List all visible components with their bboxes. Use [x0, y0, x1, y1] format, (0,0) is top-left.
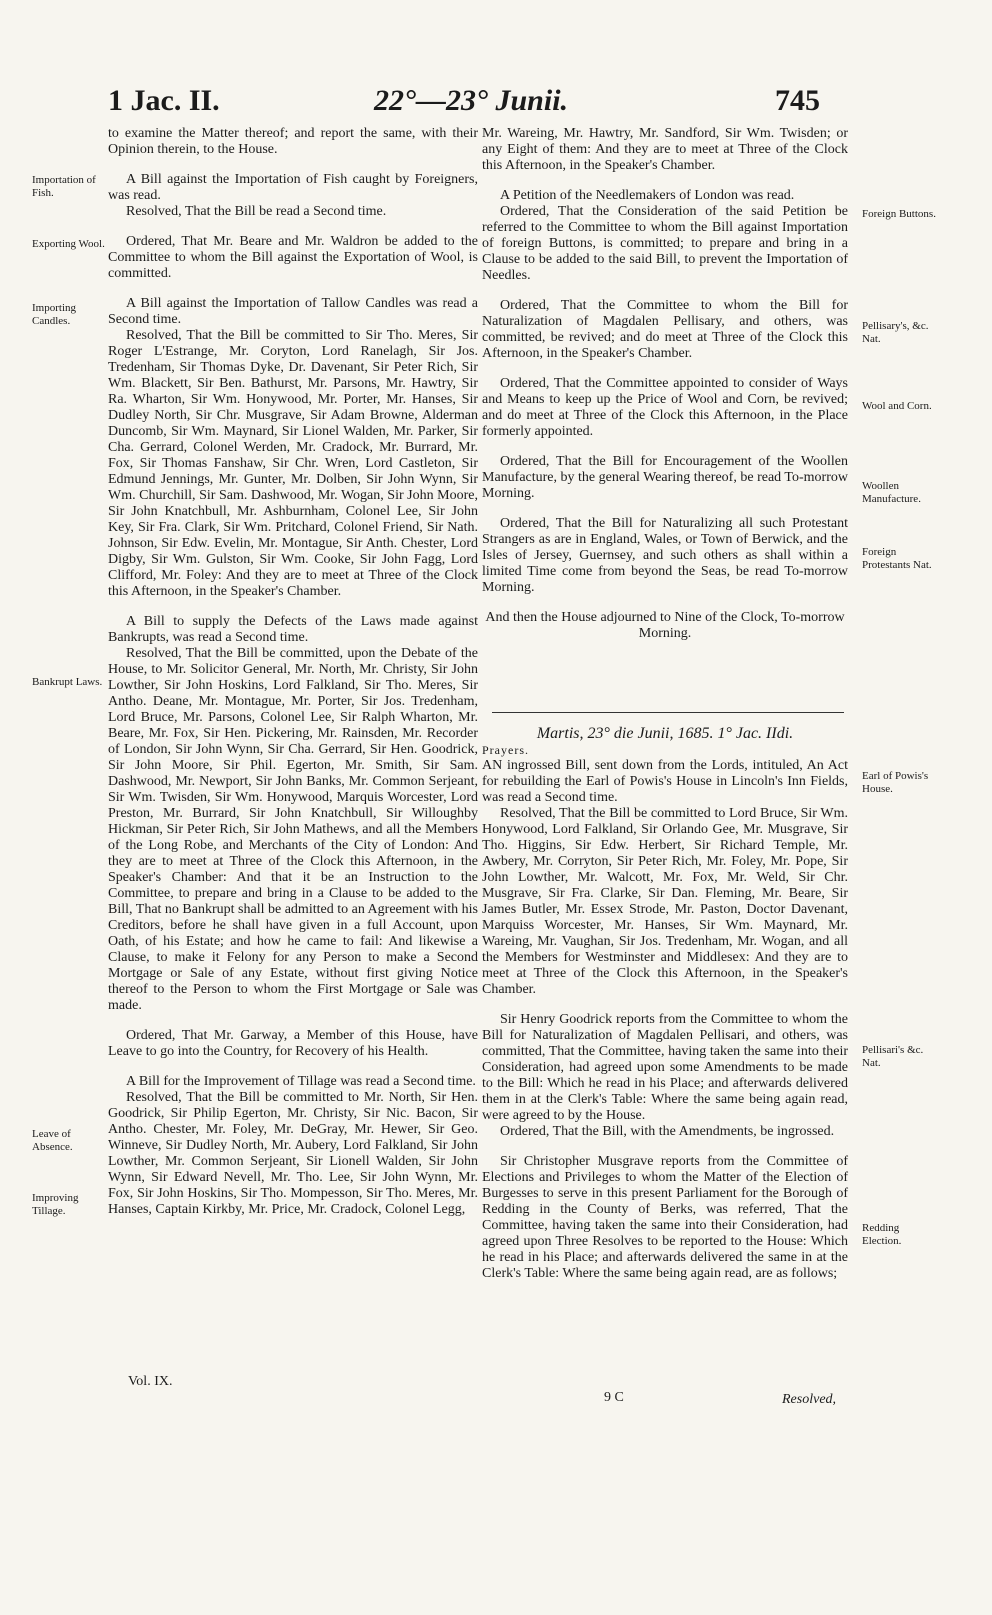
margin-note: Importing Candles.: [32, 302, 76, 327]
signature-mark: 9 C: [604, 1390, 624, 1405]
margin-note: Pellisary's, &c. Nat.: [862, 320, 929, 345]
margin-note: Bankrupt Laws.: [32, 676, 103, 688]
entry: [482, 298, 848, 362]
entry: [482, 758, 848, 998]
left-column: [108, 126, 478, 1232]
entry: [108, 1074, 478, 1218]
running-head-date: 22°—23° Junii.: [374, 84, 569, 117]
margin-note: Pellisari's &c. Nat.: [862, 1044, 924, 1069]
entry: [482, 1154, 848, 1282]
entry: [482, 1012, 848, 1140]
entry-text: Mr. Wareing, Mr. Hawtry, Mr. Sandford, Sir Wm. Twisden; or any Eight of them: And they are to meet at Three of the Clock this Afternoon, in the Speaker's Chamber.: [482, 126, 848, 173]
entry: [108, 234, 478, 282]
entry-resolution: Resolved, That the Bill be committed to Sir Tho. Meres, Sir Roger L'Estrange, Mr. Coryton, Lord Ranelagh, Sir Jos. Tredenham, Sir Thomas Dyke, Dr. Davenant, Sir Peter Rich, Sir Wm. Blackett, Sir Ben. Bathurst, Mr. Parsons, Mr. Hawtry, Sir Ra. Wharton, Sir Wm. Honywood, Mr. Porter, Mr. Hanses, Sir Dudley North, Sir Chr. Musgrave, Sir Adam Browne, Alderman Duncomb, Sir Wm. Maynard, Sir Lionel Walden, Mr. Parker, Sir Cha. Gerrard, Colonel Werden, Mr. Cradock, Mr. Burrard, Mr. Fox, Sir Thomas Fanshaw, Sir Chr. Wren, Lord Castleton, Sir Edmund Jennings, Mr. Gunter, Mr. Dolben, Sir John Wynn, Sir Wm. Churchill, Sir Sam. Dashwood, Mr. Wogan, Sir John Moore, Sir John Knatchbull, Mr. Ashburnham, Colonel Lee, Sir John Key, Sir Fra. Clark, Sir Wm. Pritchard, Colonel Friend, Sir Nath. Johnson, Sir Edw. Evelin, Mr. Montague, Sir Anth. Chester, Lord Digby, Sir Wm. Gulston, Sir Wm. Cooke, Sir John Fagg, Lord Clifford, Mr. Foley: And they are to meet at Three of the Clock this Afternoon, in the Speaker's Chamber.: [108, 328, 478, 599]
entry: [108, 614, 478, 1014]
margin-note: Woollen Manufacture.: [862, 480, 921, 505]
entry-text: Ordered, That the Committee appointed to consider of Ways and Means to keep up the Price of Wool and Corn, be revived; and do meet at Three of the Clock this Afternoon, in the Place formerly appointed.: [482, 376, 848, 439]
margin-note: Wool and Corn.: [862, 400, 932, 412]
entry-text: A Petition of the Needlemakers of London was read.: [500, 188, 795, 203]
entry-text: A Bill for the Improvement of Tillage was read a Second time.: [126, 1074, 476, 1089]
entry: [108, 296, 478, 600]
entry-text: Ordered, That the Bill for Encouragement of the Woollen Manufacture, by the general Wearing thereof, be read To-morrow Morning.: [482, 454, 848, 501]
entry-text: AN ingrossed Bill, sent down from the Lords, intituled, An Act for rebuilding the Earl of Powis's House in Lincoln's Inn Fields, was read a Second time.: [482, 758, 848, 805]
entry-text: to examine the Matter thereof; and report the same, with their Opinion therein, to the House.: [108, 126, 478, 157]
entry-text: Ordered, That Mr. Beare and Mr. Waldron be added to the Committee to whom the Bill against the Exportation of Wool, is committed.: [108, 234, 478, 281]
entry-text: Sir Christopher Musgrave reports from the Committee of Elections and Privileges to whom the Matter of the Election of Burgesses to serve in this present Parliament for the Borough of Redding in the County of Berks, was referred, That the Committee, having taken the same into their Consideration, had agreed upon Three Resolves to be reported to the House: Which he read in his Place; and afterwards delivered the same in at the Clerk's Table: Where the same being again read, are as follows;: [482, 1154, 848, 1281]
entry: [482, 454, 848, 502]
margin-note: Earl of Powis's House.: [862, 770, 929, 795]
entry-text: Ordered, That the Bill for Naturalizing all such Protestant Strangers as are in England, Wales, or Town of Berwick, and the Isles of Jersey, Guernsey, and such others as shall within a limited Time come from beyond the Seas, be read To-morrow Morning.: [482, 516, 848, 595]
right-column: [482, 126, 848, 656]
entry-text: A Bill against the Importation of Fish caught by Foreigners, was read.: [108, 172, 478, 203]
entry-resolution: Resolved, That the Bill be read a Second time.: [126, 204, 387, 219]
volume-label: Vol. IX.: [128, 1374, 173, 1389]
section-divider: [492, 712, 844, 713]
entry: [482, 376, 848, 440]
entry: [482, 126, 848, 174]
entry: [108, 1028, 478, 1060]
entry-text: And then the House adjourned to Nine of the Clock, To-morrow Morning.: [485, 610, 845, 641]
entry-text: A Bill to supply the Defects of the Laws made against Bankrupts, was read a Second time.: [108, 614, 478, 645]
margin-note: Leave of Absence.: [32, 1128, 73, 1153]
entry-resolution: Resolved, That the Bill be committed to Mr. North, Sir Hen. Goodrick, Sir Philip Egerton, Mr. Christy, Sir Nic. Bacon, Sir Antho. Chester, Mr. Foley, Mr. DeGray, Mr. Hewer, Sir Geo. Winneve, Sir Dudley North, Mr. Aubery, Lord Falkland, Sir John Lowther, Mr. Common Serjeant, Sir Lionell Walden, Sir John Wynn, Sir Edward Nevell, Mr. Tho. Lee, Sir John Wynn, Mr. Fox, Sir John Hoskins, Sir Tho. Mompesson, Sir Tho. Meres, Mr. Hanses, Captain Kirkby, Mr. Price, Mr. Cradock, Colonel Legg,: [108, 1090, 478, 1217]
margin-note: Foreign Buttons.: [862, 208, 936, 220]
margin-note: Importation of Fish.: [32, 174, 96, 199]
entry: [108, 172, 478, 220]
adjournment: [482, 610, 848, 642]
page-number: 745: [775, 84, 820, 117]
margin-note: Redding Election.: [862, 1222, 902, 1247]
entry-resolution: Resolved, That the Bill be committed, upon the Debate of the House, to Mr. Solicitor General, Mr. North, Mr. Christy, Sir John Lowther, Sir John Hoskins, Lord Falkland, Sir Tho. Meres, Sir Antho. Deane, Mr. Montague, Mr. Porter, Sir Jos. Tredenham, Lord Bruce, Mr. Parsons, Colonel Lee, Sir Ralph Wharton, Mr. Beare, Mr. Fox, Sir Hen. Pickering, Mr. Rainsden, Mr. Recorder of London, Sir John Wynn, Sir Cha. Gerrard, Sir Hen. Goodrick, Sir John Moore, Sir Phil. Egerton, Mr. Smith, Sir Sam. Dashwood, Mr. Newport, Sir John Banks, Mr. Common Serjeant, Sir Wm. Twisden, Sir Wm. Honywood, Marquis Worcester, Lord Preston, Mr. Burrard, Sir John Knatchbull, Sir Willoughby Hickman, Sir Peter Rich, Sir John Mathews, and all the Members of the Long Robe, and Merchants of the City of London: And they are to meet at Three of the Clock this Afternoon, in the Speaker's Chamber: And that it be an Instruction to the Committee, to prepare and bring in a Clause to be added to the Bill, That no Bankrupt shall be admitted to an Agreement with his Creditors, before he shall have given in a full Account, upon Oath, of his Estate; and how he came to fail: And likewise a Clause, to make it Felony for any Person to make a Second Mortgage or Sale of any Estate, without first giving Notice thereof to the Person to whom the First Mortgage or Sale was made.: [108, 646, 478, 1013]
dateline: Martis, 23° die Junii, 1685. 1° Jac. IIdi.: [536, 725, 794, 742]
margin-note: Improving Tillage.: [32, 1192, 79, 1217]
entry-text: A Bill against the Importation of Tallow Candles was read a Second time.: [108, 296, 478, 327]
right-column-second-day: [482, 726, 848, 1296]
prayers-heading: Prayers.: [482, 743, 529, 757]
margin-note: Foreign Protestants Nat.: [862, 546, 932, 571]
entry-text: Sir Henry Goodrick reports from the Committee to whom the Bill for Naturalization of Magdalen Pellisari, and others, was committed, That the Committee, having taken the same into their Consideration, had agreed upon some Amendments to be made to the Bill: Which he read in his Place; and afterwards delivered them in at the Clerk's Table: Where the same being again read, were agreed to by the House.: [482, 1012, 848, 1123]
entry-text: Ordered, That the Committee to whom the Bill for Naturalization of Magdalen Pellisary, and others, was committed, be revived; and do meet at Three of the Clock this Afternoon, in the Speaker's Chamber.: [482, 298, 848, 361]
margin-note: Exporting Wool.: [32, 238, 105, 250]
entry-resolution: Resolved, That the Bill be committed to Lord Bruce, Sir Wm. Honywood, Lord Falkland, Sir Orlando Gee, Mr. Musgrave, Sir Tho. Higgins, Sir Edw. Herbert, Sir Richard Temple, Mr. Awbery, Mr. Corryton, Sir Peter Rich, Mr. Foley, Mr. Pope, Sir John Lowther, Mr. Walcott, Mr. Fox, Mr. Weld, Sir Chr. Musgrave, Sir Fra. Clarke, Sir Dan. Fleming, Mr. Beare, Sir James Butler, Mr. Essex Strode, Mr. Paston, Doctor Davenant, Marquiss Worcester, Mr. Hanses, Sir Wm. Maynard, Mr. Wareing, Mr. Vaughan, Sir Jos. Tredenham, Mr. Wogan, and all the Members for Westminster and Middlesex: And they are to meet at Three of the Clock this Afternoon, in the Speaker's Chamber.: [482, 806, 848, 997]
entry: [482, 516, 848, 596]
entry-resolution: Ordered, That the Bill, with the Amendments, be ingrossed.: [500, 1124, 835, 1139]
entry: [482, 188, 848, 284]
entry-resolution: Ordered, That the Consideration of the said Petition be referred to the Committee to whom the Bill against Importation of foreign Buttons, is committed; to prepare and bring in a Clause to be added to the said Bill, to prevent the Importation of Needles.: [482, 204, 848, 283]
catchword: Resolved,: [782, 1392, 837, 1407]
running-head-left: 1 Jac. II.: [108, 84, 220, 117]
entry: [108, 126, 478, 158]
entry-text: Ordered, That Mr. Garway, a Member of this House, have Leave to go into the Country, for Recovery of his Health.: [108, 1028, 478, 1059]
